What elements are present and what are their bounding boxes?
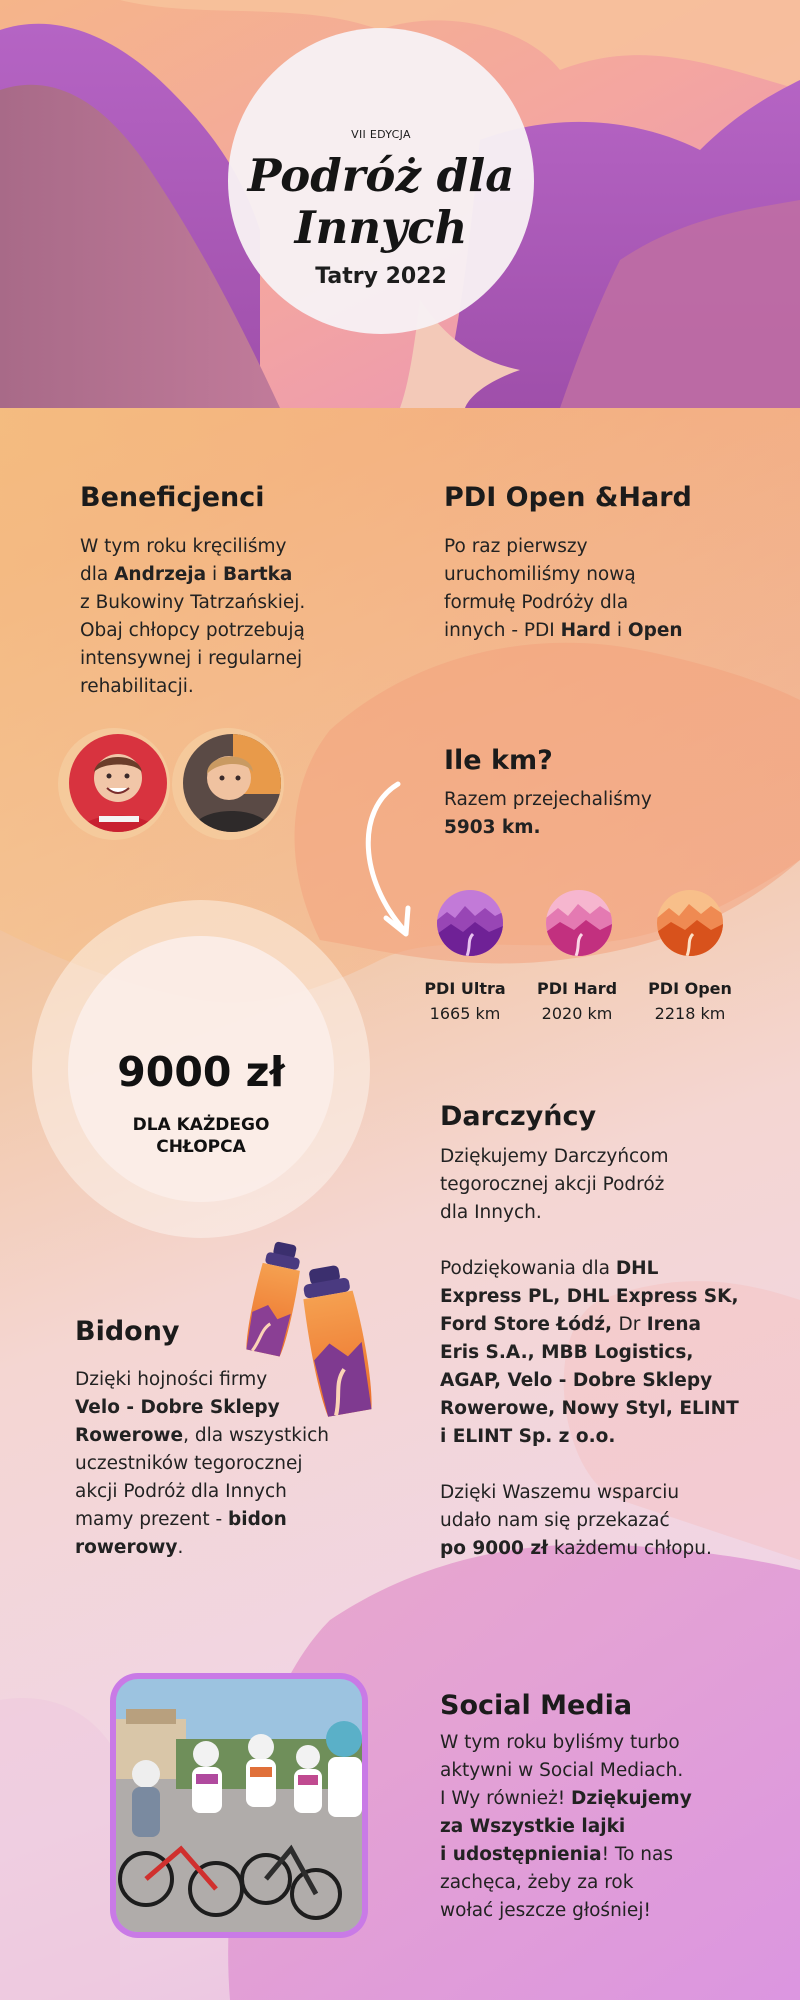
text-line: po 9000 zł każdemu chłopu.: [440, 1538, 712, 1559]
route-km-open: 2218 km: [654, 1004, 726, 1023]
hero-circle: [228, 28, 534, 334]
mountain-icon: [657, 890, 723, 956]
text-line: W tym roku byliśmy turbo: [440, 1732, 680, 1753]
route-km-hard: 2020 km: [541, 1004, 613, 1023]
route-badge-hard: [546, 890, 612, 956]
award-circle: [32, 900, 370, 1238]
text-line: Obaj chłopcy potrzebują: [80, 620, 305, 641]
text-line: z Bukowiny Tatrzańskiej.: [80, 592, 306, 613]
boy-photo-icon: [183, 734, 281, 832]
text-line: akcji Podróż dla Innych: [75, 1481, 287, 1502]
beneficjenci-text: [80, 533, 380, 701]
text-line: Ford Store Łódź, Dr Irena: [440, 1314, 701, 1335]
hero-title-line1: Podróż dla: [247, 149, 515, 202]
route-name-ultra: PDI Ultra: [424, 979, 506, 998]
km-text: [444, 786, 764, 842]
text-line: AGAP, Velo - Dobre Sklepy: [440, 1370, 713, 1391]
beneficjenci-heading: Beneficjenci: [80, 482, 265, 513]
text-line: zachęca, żeby za rok: [440, 1872, 634, 1893]
avatar-andrzej-photo: [69, 734, 167, 832]
text-line: Podziękowania dla DHL: [440, 1258, 659, 1279]
text-line: udało nam się przekazać: [440, 1510, 670, 1531]
text-line: Dziękujemy Darczyńcom: [440, 1146, 669, 1167]
text-line: rehabilitacji.: [80, 676, 194, 697]
text-line: i udostępnienia! To nas: [440, 1844, 673, 1865]
text-line: tegorocznej akcji Podróż: [440, 1174, 665, 1195]
text-line: za Wszystkie lajki: [440, 1816, 626, 1837]
text-line: rowerowy.: [75, 1537, 184, 1558]
text-line: Rowerowe, Nowy Styl, ELINT: [440, 1398, 739, 1419]
text-line: mamy prezent - bidon: [75, 1509, 287, 1530]
route-badge-open: [657, 890, 723, 956]
social-text: [440, 1729, 760, 1925]
darczyncy-heading: Darczyńcy: [440, 1101, 597, 1132]
text-line: uczestników tegorocznej: [75, 1453, 303, 1474]
text-line: dla Innych.: [440, 1202, 542, 1223]
mountain-icon: [546, 890, 612, 956]
text-line: innych - PDI Hard i Open: [444, 620, 683, 641]
pdi-heading: PDI Open &Hard: [444, 482, 692, 513]
mountain-icon: [437, 890, 503, 956]
award-circle-inner: [68, 936, 334, 1202]
text-line: formułę Podróży dla: [444, 592, 629, 613]
text-line: Dzięki Waszemu wsparciu: [440, 1482, 680, 1503]
award-subtitle: DLA KAŻDEGO CHŁOPCA: [132, 1115, 270, 1157]
text-line: intensywnej i regularnej: [80, 648, 303, 669]
text-line: W tym roku kręciliśmy: [80, 536, 287, 557]
avatar-bartek-photo: [183, 734, 281, 832]
hero-title: [228, 150, 534, 254]
hero-title-line2: Innych: [294, 201, 468, 254]
route-badge-ultra: [437, 890, 503, 956]
award-amount: 9000 zł: [117, 1048, 285, 1096]
text-line: Razem przejechaliśmy: [444, 789, 652, 810]
social-photo-frame: [110, 1673, 368, 1938]
text-line: Express PL, DHL Express SK,: [440, 1286, 739, 1307]
text-line: Eris S.A., MBB Logistics,: [440, 1342, 694, 1363]
text-line: I Wy również! Dziękujemy: [440, 1788, 692, 1809]
text-line: uruchomiliśmy nową: [444, 564, 636, 585]
avatar-andrzej: [58, 728, 170, 840]
bidony-text: [75, 1366, 385, 1562]
text-line: i ELINT Sp. z o.o.: [440, 1426, 616, 1447]
text-line: wołać jeszcze głośniej!: [440, 1900, 651, 1921]
text-line: Dzięki hojności firmy: [75, 1369, 268, 1390]
text-line: dla Andrzeja i Bartka: [80, 564, 293, 585]
text-line: Po raz pierwszy: [444, 536, 588, 557]
route-km-ultra: 1665 km: [429, 1004, 501, 1023]
text-line: Rowerowe, dla wszystkich: [75, 1425, 330, 1446]
route-name-hard: PDI Hard: [536, 979, 618, 998]
text-line: Velo - Dobre Sklepy: [75, 1397, 280, 1418]
cyclists-photo-icon: [116, 1679, 362, 1932]
text-line: 5903 km.: [444, 817, 541, 838]
km-heading: Ile km?: [444, 745, 553, 776]
text-line: aktywni w Social Mediach.: [440, 1760, 684, 1781]
boy-photo-icon: [69, 734, 167, 832]
route-name-open: PDI Open: [648, 979, 732, 998]
edition-label: VII EDYCJA: [351, 128, 411, 141]
social-heading: Social Media: [440, 1690, 633, 1721]
avatar-bartek: [172, 728, 284, 840]
darczyncy-text: [440, 1143, 780, 1563]
hero-subtitle: Tatry 2022: [315, 264, 447, 289]
pdi-text: [444, 533, 764, 645]
bidony-heading: Bidony: [75, 1316, 180, 1347]
social-photo: [116, 1679, 362, 1932]
